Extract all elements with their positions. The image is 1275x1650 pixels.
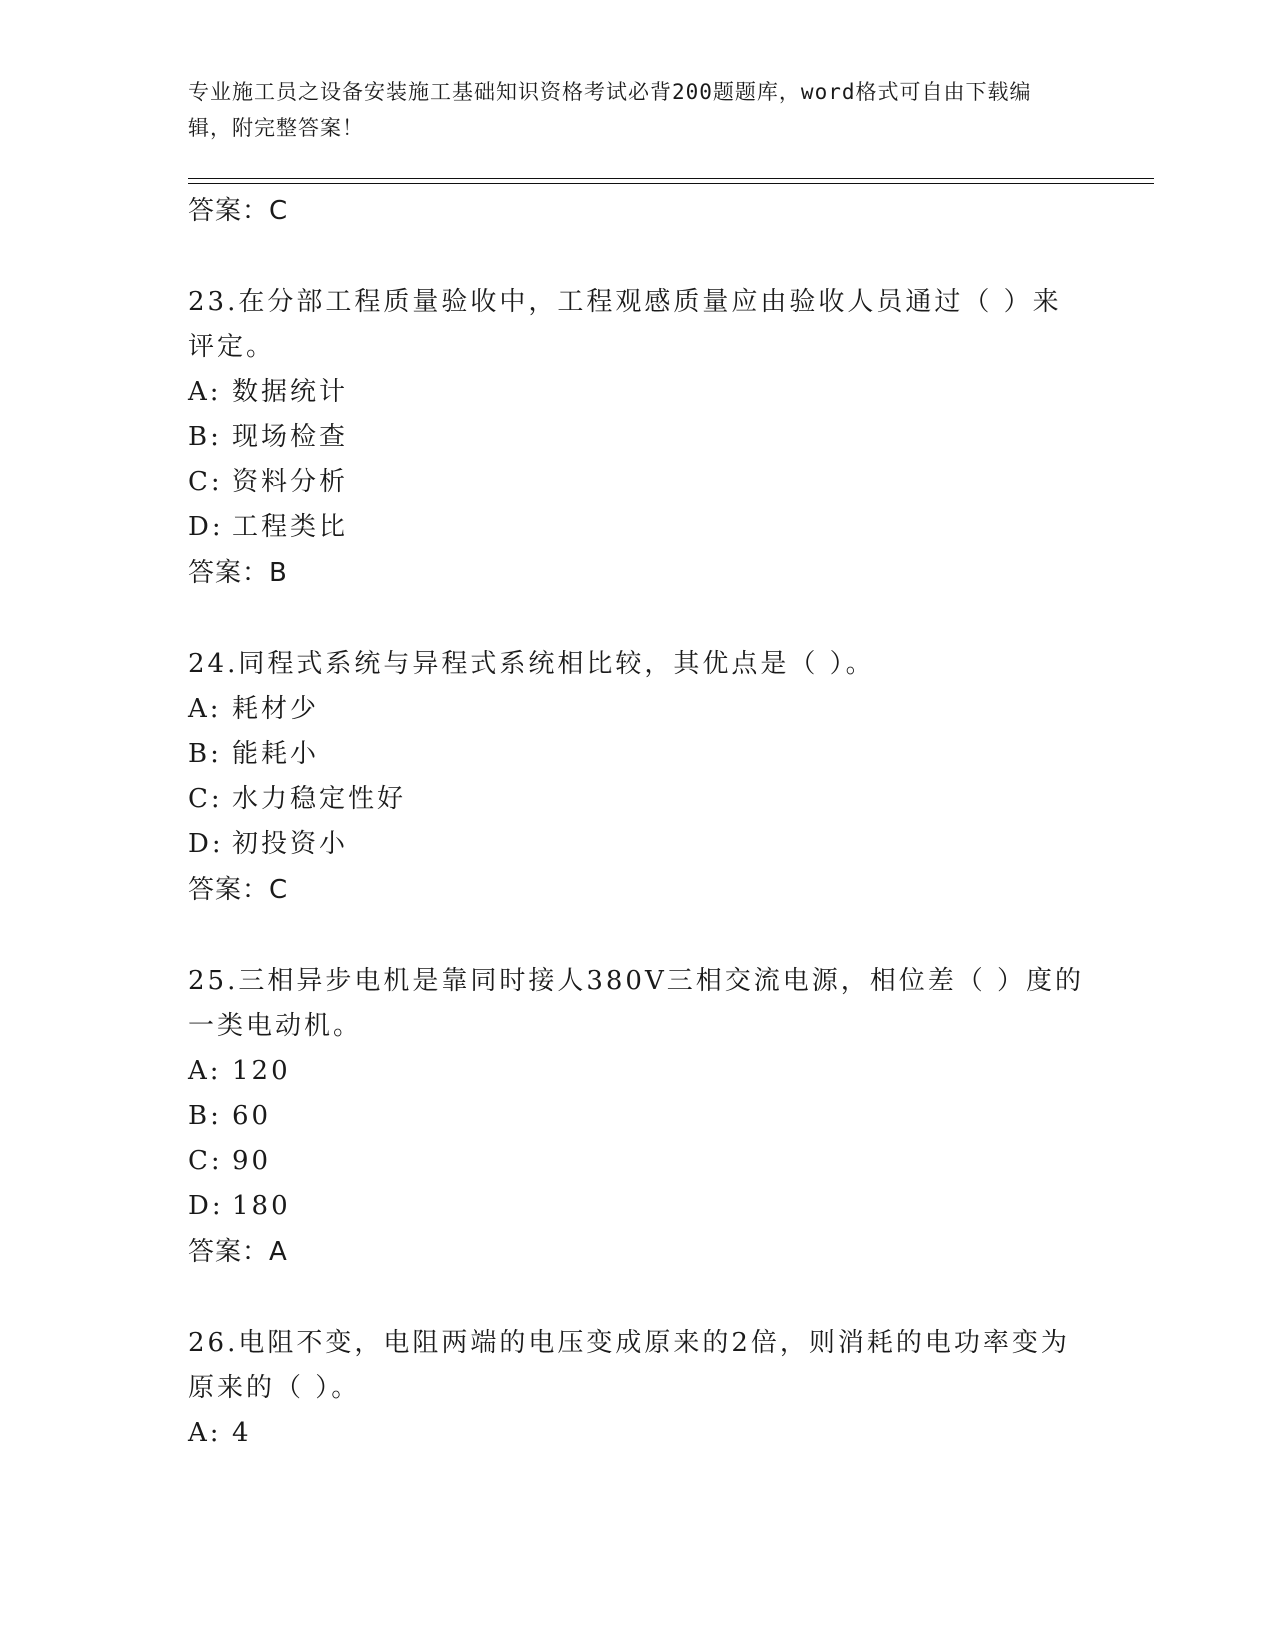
option-key: A: bbox=[188, 1418, 222, 1448]
option-b bbox=[188, 1094, 1088, 1139]
question-answer: 答案：A bbox=[188, 1237, 288, 1267]
question-answer: 答案：C bbox=[188, 875, 289, 905]
header-divider-bottom bbox=[188, 183, 1154, 184]
option-d bbox=[188, 822, 1088, 867]
option-text: 初投资小 bbox=[232, 829, 349, 859]
option-text: 4 bbox=[232, 1418, 252, 1448]
question-26 bbox=[188, 1321, 1088, 1456]
question-stem: 25.三相异步电机是靠同时接人380V三相交流电源，相位差（ ）度的一类电动机。 bbox=[188, 966, 1085, 1041]
option-text: 120 bbox=[232, 1056, 291, 1086]
option-key: A: bbox=[188, 1056, 222, 1086]
document-header: 专业施工员之设备安装施工基础知识资格考试必背200题题库，word格式可自由下载编辑，附完整答案！ bbox=[188, 80, 1032, 140]
question-answer: 答案：B bbox=[188, 558, 288, 588]
option-a bbox=[188, 1049, 1088, 1094]
header-divider-top bbox=[188, 178, 1154, 179]
option-a bbox=[188, 370, 1088, 415]
option-text: 水力稳定性好 bbox=[232, 784, 407, 814]
option-text: 工程类比 bbox=[232, 512, 349, 542]
option-key: D: bbox=[188, 829, 224, 859]
question-24 bbox=[188, 642, 1088, 913]
option-c bbox=[188, 1139, 1088, 1184]
question-23 bbox=[188, 280, 1088, 596]
option-d bbox=[188, 1184, 1088, 1229]
option-text: 耗材少 bbox=[232, 694, 320, 724]
option-text: 数据统计 bbox=[232, 377, 349, 407]
option-key: D: bbox=[188, 1191, 224, 1221]
option-key: C: bbox=[188, 1146, 223, 1176]
question-list bbox=[188, 188, 1088, 1456]
option-key: A: bbox=[188, 377, 222, 407]
option-key: A: bbox=[188, 694, 222, 724]
option-key: B: bbox=[188, 422, 222, 452]
option-a bbox=[188, 1411, 1088, 1456]
option-text: 现场检查 bbox=[232, 422, 349, 452]
question-stem: 23.在分部工程质量验收中，工程观感质量应由验收人员通过（ ）来评定。 bbox=[188, 287, 1062, 362]
question-stem: 26.电阻不变，电阻两端的电压变成原来的2倍，则消耗的电功率变为原来的（ ）。 bbox=[188, 1328, 1070, 1403]
question-25 bbox=[188, 959, 1088, 1275]
option-a bbox=[188, 687, 1088, 732]
option-key: B: bbox=[188, 739, 222, 769]
option-d bbox=[188, 505, 1088, 550]
option-b bbox=[188, 415, 1088, 460]
question-stem: 24.同程式系统与异程式系统相比较，其优点是（ ）。 bbox=[188, 649, 875, 679]
option-key: B: bbox=[188, 1101, 222, 1131]
option-c bbox=[188, 460, 1088, 505]
option-key: D: bbox=[188, 512, 224, 542]
option-c bbox=[188, 777, 1088, 822]
option-key: C: bbox=[188, 784, 223, 814]
option-text: 180 bbox=[232, 1191, 291, 1221]
option-text: 60 bbox=[232, 1101, 272, 1131]
previous-answer: 答案：C bbox=[188, 196, 289, 226]
option-text: 90 bbox=[232, 1146, 272, 1176]
option-text: 能耗小 bbox=[232, 739, 320, 769]
option-text: 资料分析 bbox=[232, 467, 349, 497]
option-key: C: bbox=[188, 467, 223, 497]
option-b bbox=[188, 732, 1088, 777]
